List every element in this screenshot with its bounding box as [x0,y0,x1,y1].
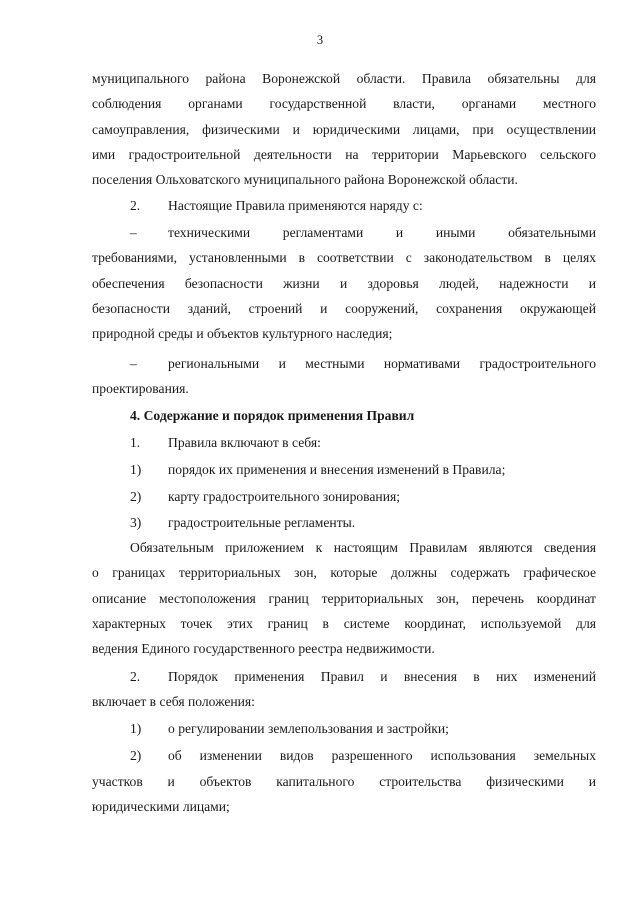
dash-item-2 [92,351,596,402]
section-4 [92,403,596,428]
text-line: о границах территориальных зон, которые должны содержать графическое [92,565,596,581]
text-line: ведения Единого государственного реестра недвижимости. [92,641,435,657]
item-text: Настоящие Правила применяются наряду с: [168,198,423,213]
list-item [92,716,596,741]
text-line: соблюдения органами государственной власти, органами местного [92,96,596,112]
section-4-item-2-list [92,716,596,819]
text-line: природной среды и объектов культурного наследия; [92,326,393,342]
text-line: характерных точек этих границ в системе координат, используемой для [92,615,596,631]
section-4-item-1 [92,430,596,536]
item-number: 1) [130,461,142,477]
item-text: региональными и местными нормативами градостроительного [168,356,596,371]
list-item [92,193,596,218]
text-line: обеспечения безопасности жизни и здоровья людей, надежности и [92,275,596,291]
item-text: об изменении видов разрешенного использования земельных [168,748,596,764]
item-text: техническими регламентами и иными обязательными [168,225,596,240]
item-text: градостроительные регламенты. [168,515,356,531]
text-line: участков и объектов капитального строительства физическими и [92,773,596,789]
item-text: порядок их применения и внесения изменений в Правила; [168,461,506,477]
dash-marker: – [130,225,137,240]
list-item [92,457,596,482]
appendix-paragraph [92,535,596,661]
list-item [92,430,596,455]
text-line: безопасности зданий, строений и сооружений, сохранения окружающей [92,300,596,316]
item-number: 3) [130,515,142,531]
text-line: муниципального района Воронежской области. Правила обязательны для [92,71,596,86]
list-item [92,220,596,245]
item-2-paragraph [92,193,596,218]
list-item [92,484,596,509]
continuation-paragraph [92,66,596,192]
text-line: юридическими лицами; [92,798,230,814]
item-text: о регулировании землепользования и застройки; [168,721,449,736]
list-item [92,664,596,689]
text-line: проектирования. [92,381,189,397]
item-number: 2) [130,748,142,764]
item-number: 1) [130,721,142,736]
section-4-item-2 [92,664,596,715]
list-item [92,743,596,768]
item-number: 1. [130,435,141,450]
list-item [92,510,596,535]
item-text: Правила включают в себя: [168,435,321,450]
dash-item-1 [92,220,596,346]
item-text: карту градостроительного зонирования; [168,488,401,504]
item-text: Порядок применения Правил и внесения в них изменений [168,669,596,684]
section-heading: 4. Содержание и порядок применения Правил [130,408,415,423]
text-line: поселения Ольховатского муниципального района Воронежской области. [92,172,518,188]
item-number: 2. [130,669,141,684]
list-item [92,351,596,376]
page-number: 3 [316,33,324,47]
dash-marker: – [130,356,137,371]
text-line: требованиями, установленными в соответствии с законодательством в целях [92,250,596,266]
text-line: ими градостроительной деятельности на территории Марьевского сельского [92,146,596,162]
text-line: Обязательным приложением к настоящим Правилам являются сведения [130,540,596,555]
text-line: описание местоположения границ территориальных зон, перечень координат [92,590,596,606]
item-number: 2) [130,488,142,504]
text-line: включает в себя положения: [92,694,255,710]
item-number: 2. [130,198,141,213]
text-line: самоуправления, физическими и юридическими лицами, при осуществлении [92,121,596,137]
